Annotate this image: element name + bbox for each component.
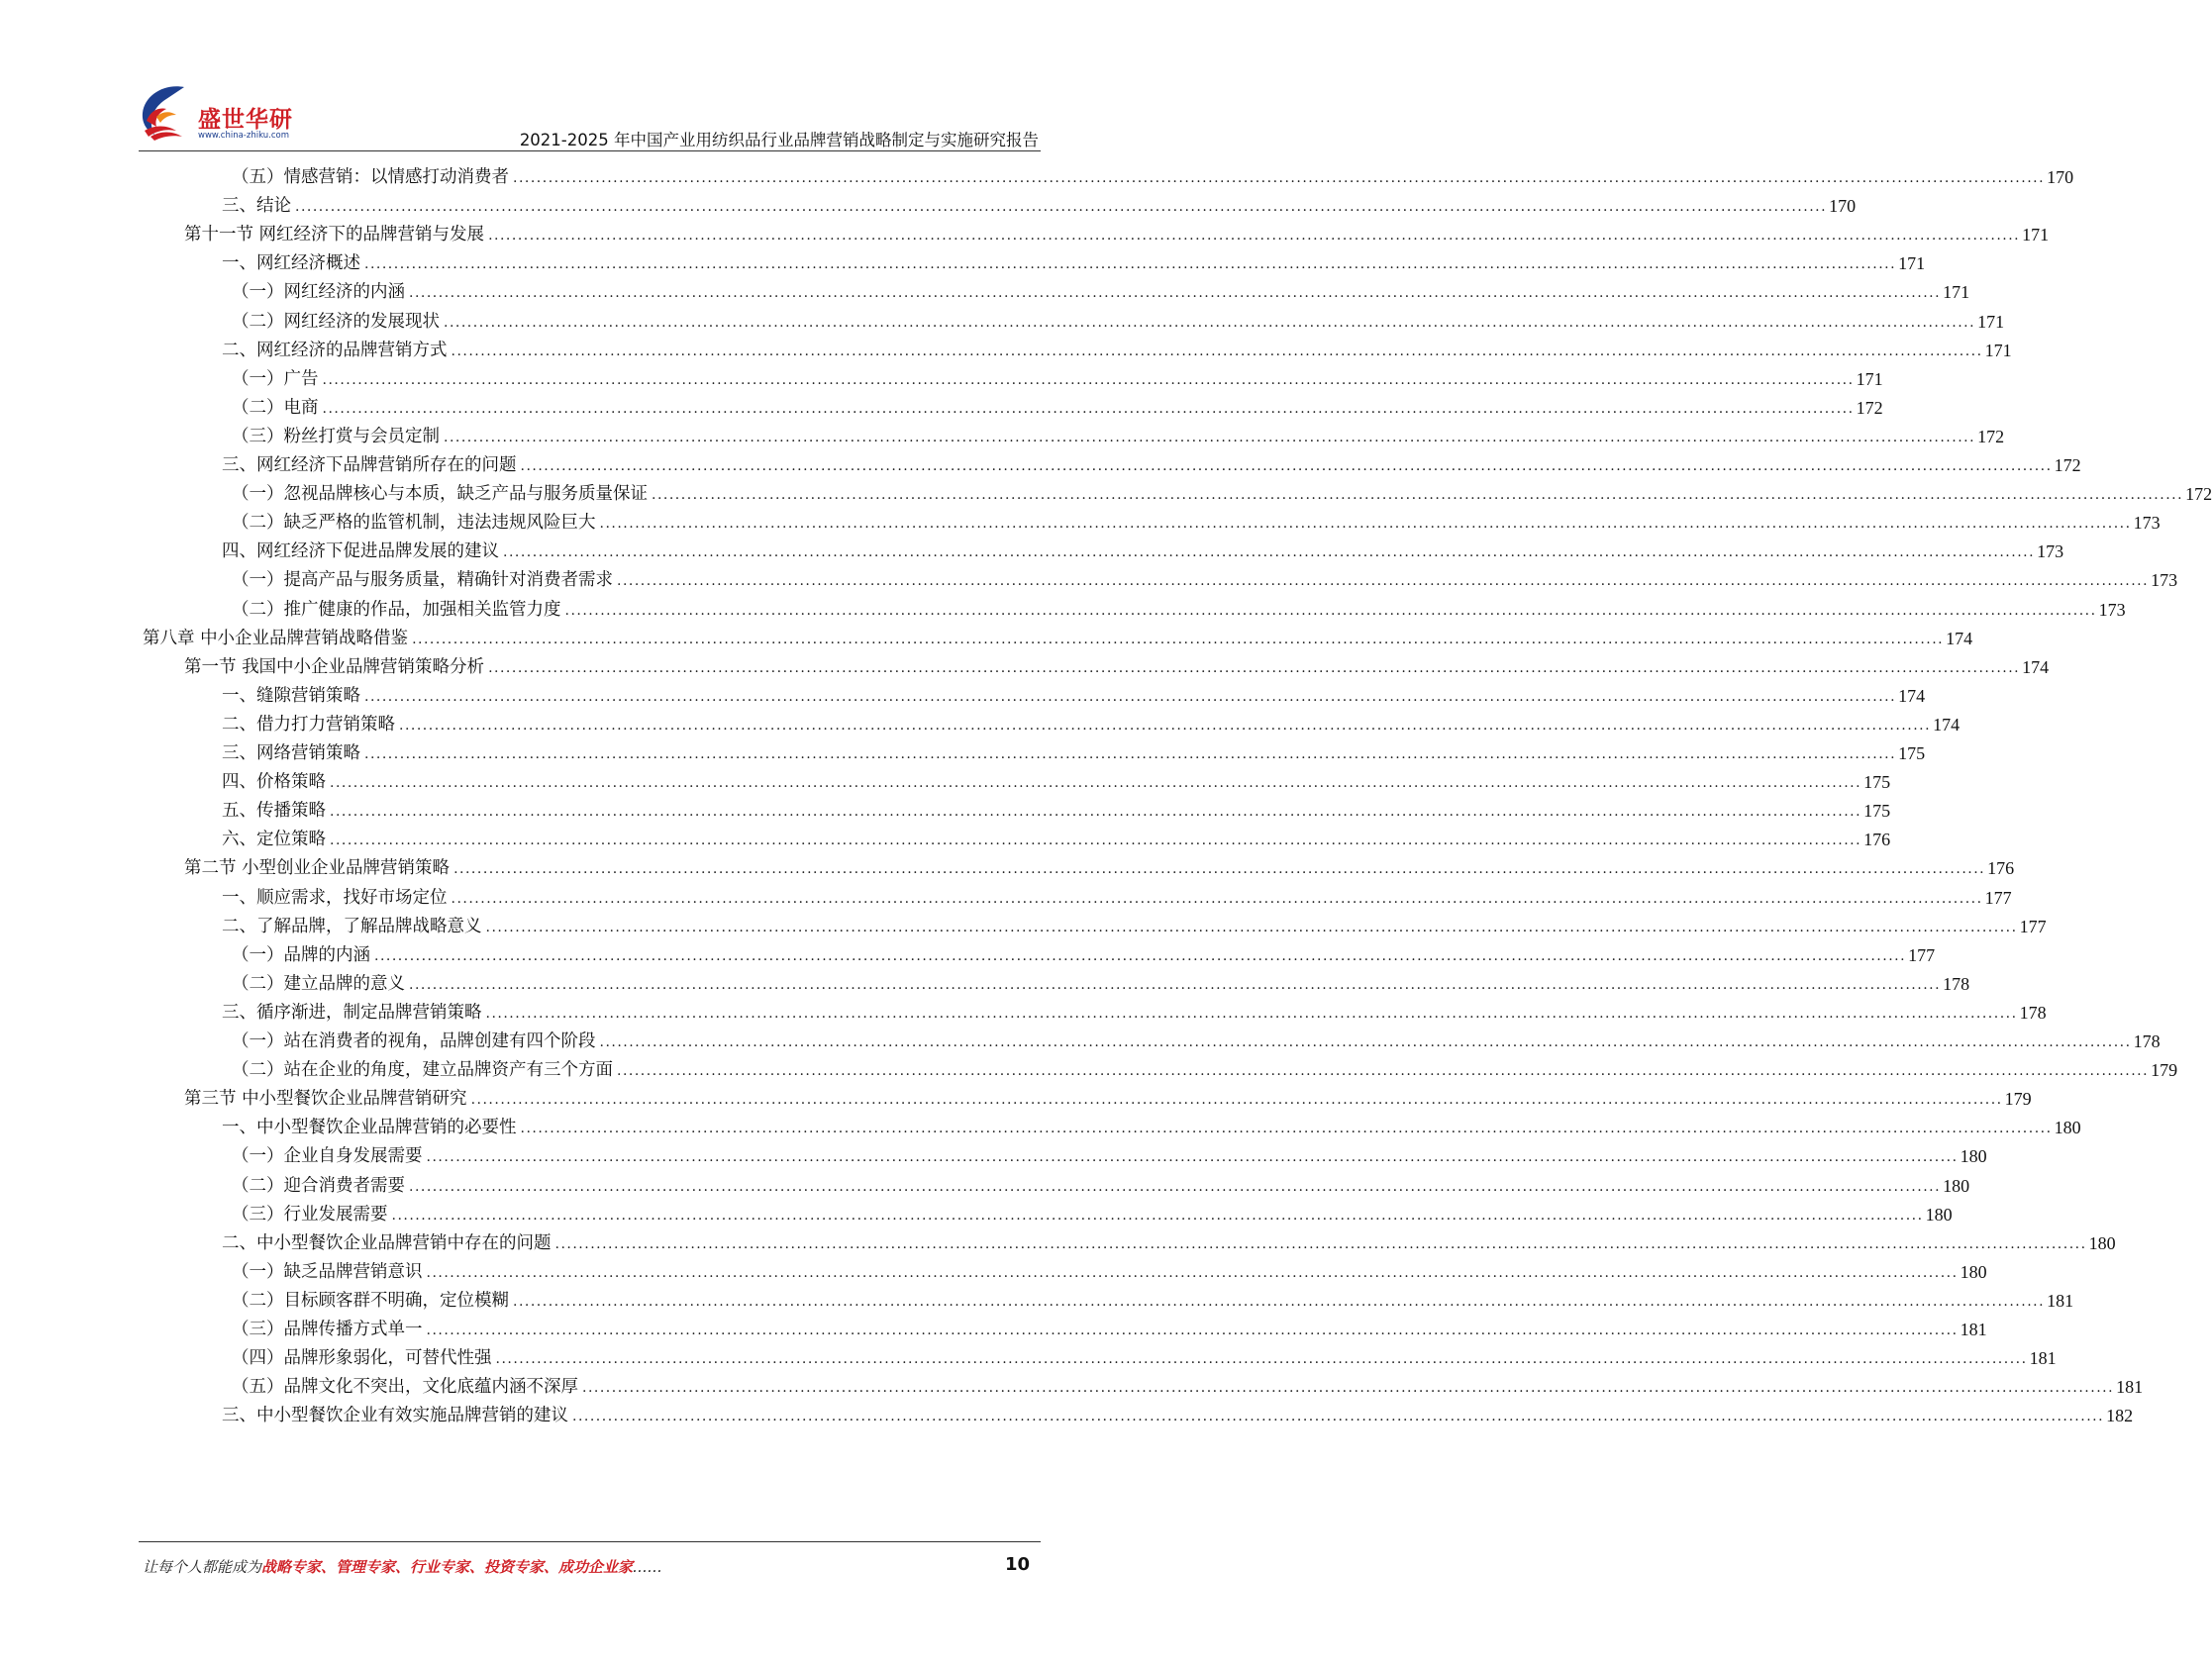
toc-dot-leader: .................................................................................................................................................................................................................................................................... [485, 919, 2018, 935]
toc-entry-title: 三、结论 [222, 196, 291, 217]
toc-entry[interactable] [232, 935, 1936, 966]
toc-dot-leader: .................................................................................................................................................................................................................................................................... [520, 1121, 2053, 1137]
toc-entry-title: 四、价格策略 [222, 772, 326, 793]
toc-entry[interactable] [222, 331, 2012, 361]
toc-entry-title: 第一节 我国中小企业品牌营销策略分析 [184, 656, 485, 677]
toc-entry-page: 180 [2054, 1118, 2081, 1138]
toc-entry[interactable] [232, 157, 2074, 188]
toc-entry[interactable] [222, 734, 1926, 764]
toc-entry-page: 172 [1977, 426, 2005, 446]
toc-entry[interactable] [232, 560, 2178, 591]
footer-slogan [143, 1556, 662, 1577]
toc-entry-page: 170 [1829, 196, 1857, 217]
toc-entry-title: 二、了解品牌，了解品牌战略意义 [222, 916, 482, 936]
toc-entry-page: 174 [1946, 628, 1973, 648]
toc-dot-leader: .................................................................................................................................................................................................................................................................... [564, 602, 2097, 619]
toc-entry-page: 176 [1863, 830, 1891, 850]
toc-entry[interactable] [232, 964, 1970, 995]
toc-entry-title: 一、缝隙营销策略 [222, 685, 360, 706]
toc-entry-title: 一、网红经济概述 [222, 253, 360, 274]
toc-entry[interactable] [232, 503, 2161, 534]
toc-entry[interactable] [232, 417, 2005, 447]
toc-entry-title: （二）站在企业的角度，建立品牌资产有三个方面 [232, 1060, 613, 1081]
toc-entry-title: （二）迎合消费者需要 [232, 1175, 405, 1196]
toc-entry-page: 172 [2054, 455, 2081, 475]
toc-entry-title: 三、循序渐进，制定品牌营销策略 [222, 1002, 482, 1023]
toc-entry-page: 172 [2185, 484, 2212, 505]
toc-dot-leader: .................................................................................................................................................................................................................................................................... [520, 458, 2053, 474]
toc-entry[interactable] [143, 619, 1973, 649]
toc-dot-leader: .................................................................................................................................................................................................................................................................... [470, 1092, 2003, 1109]
toc-entry[interactable] [232, 1310, 1987, 1340]
toc-entry[interactable] [222, 791, 1891, 822]
toc-dot-leader: .................................................................................................................................................................................................................................................................... [409, 1178, 1942, 1195]
toc-dot-leader: .................................................................................................................................................................................................................................................................... [599, 516, 2132, 533]
toc-entry-page: 177 [1908, 944, 1936, 965]
toc-entry-title: 第三节 中小型餐饮企业品牌营销研究 [184, 1089, 467, 1110]
toc-entry-page: 174 [1933, 714, 1961, 735]
toc-entry[interactable] [184, 1079, 2032, 1110]
toc-entry-page: 178 [1943, 973, 1970, 994]
toc-dot-leader: .................................................................................................................................................................................................................................................................... [330, 833, 1862, 849]
toc-entry[interactable] [222, 993, 2047, 1024]
toc-entry[interactable] [232, 1050, 2178, 1081]
toc-dot-leader: .................................................................................................................................................................................................................................................................... [409, 976, 1942, 993]
toc-entry-title: 三、网络营销策略 [222, 743, 360, 763]
toc-entry-page: 173 [2098, 599, 2126, 620]
toc-dot-leader: .................................................................................................................................................................................................................................................................... [513, 1293, 2046, 1310]
toc-dot-leader: .................................................................................................................................................................................................................................................................... [444, 429, 1976, 445]
toc-dot-leader: .................................................................................................................................................................................................................................................................... [451, 890, 1983, 907]
toc-entry-page: 170 [2047, 167, 2074, 187]
logo-name: 盛世华研 [198, 107, 293, 133]
toc-dot-leader: .................................................................................................................................................................................................................................................................... [409, 285, 1942, 302]
toc-entry-page: 181 [1960, 1320, 1987, 1339]
toc-dot-leader: .................................................................................................................................................................................................................................................................... [426, 1264, 1959, 1281]
toc-entry-title: （五）品牌文化不突出，文化底蕴内涵不深厚 [232, 1377, 578, 1398]
toc-entry[interactable] [222, 676, 1926, 707]
toc-entry[interactable] [222, 705, 1961, 735]
toc-entry-page: 173 [2133, 513, 2161, 534]
toc-entry[interactable] [222, 532, 2064, 562]
toc-entry-title: 三、网红经济下品牌营销所存在的问题 [222, 455, 517, 475]
toc-entry-page: 180 [1960, 1261, 1987, 1282]
slogan-suffix: …… [633, 1558, 663, 1576]
toc-entry-title: （一）忽视品牌核心与本质，缺乏产品与服务质量保证 [232, 484, 648, 505]
toc-entry-title: 二、网红经济的品牌营销方式 [222, 340, 448, 360]
toc-dot-leader: .................................................................................................................................................................................................................................................................... [364, 256, 1897, 273]
toc-dot-leader: .................................................................................................................................................................................................................................................................... [495, 1351, 2028, 1368]
toc-entry[interactable] [222, 445, 2081, 476]
toc-entry[interactable] [184, 215, 2050, 245]
toc-entry-title: （三）品牌传播方式单一 [232, 1320, 423, 1339]
toc-dot-leader: .................................................................................................................................................................................................................................................................... [444, 314, 1976, 331]
slogan-prefix: 让每个人都能成为 [143, 1558, 262, 1576]
logo-emblem-icon [137, 81, 198, 143]
toc-entry-title: 四、网红经济下促进品牌发展的建议 [222, 541, 499, 562]
toc-entry-page: 181 [2047, 1290, 2074, 1311]
toc-entry-page: 181 [2029, 1348, 2057, 1369]
toc-entry-page: 179 [2151, 1060, 2178, 1081]
toc-entry-page: 175 [1863, 801, 1891, 822]
toc-dot-leader: .................................................................................................................................................................................................................................................................... [399, 717, 1932, 734]
toc-entry-title: （二）网红经济的发展现状 [232, 311, 440, 332]
toc-entry-page: 174 [2022, 656, 2050, 677]
toc-dot-leader: .................................................................................................................................................................................................................................................................... [488, 659, 2021, 676]
toc-dot-leader: .................................................................................................................................................................................................................................................................... [426, 1149, 1959, 1166]
page-header [0, 0, 1179, 150]
toc-dot-leader: .................................................................................................................................................................................................................................................................... [295, 199, 1828, 216]
toc-entry-page: 179 [2004, 1089, 2032, 1110]
toc-entry-page: 180 [1960, 1146, 1987, 1167]
toc-entry-page: 180 [1943, 1175, 1970, 1196]
toc-entry-page: 178 [2133, 1031, 2161, 1051]
toc-entry-page: 182 [2106, 1406, 2134, 1426]
toc-entry[interactable] [232, 302, 2005, 333]
toc-dot-leader: .................................................................................................................................................................................................................................................................... [364, 746, 1897, 762]
toc-dot-leader: .................................................................................................................................................................................................................................................................... [451, 343, 1983, 359]
toc-entry-page: 180 [2088, 1232, 2116, 1253]
toc-entry-page: 176 [1987, 858, 2015, 879]
toc-entry-title: （二）目标顾客群不明确，定位模糊 [232, 1290, 509, 1311]
toc-dot-leader: .................................................................................................................................................................................................................................................................... [652, 487, 2184, 504]
toc-entry-page: 171 [1943, 282, 1970, 303]
toc-entry-page: 174 [1898, 685, 1926, 706]
toc-dot-leader: .................................................................................................................................................................................................................................................................... [513, 170, 2046, 186]
toc-entry-title: 三、中小型餐饮企业有效实施品牌营销的建议 [222, 1406, 568, 1426]
toc-entry-page: 178 [2019, 1002, 2047, 1023]
toc-entry[interactable] [222, 244, 1926, 274]
toc-entry[interactable] [222, 1224, 2116, 1254]
toc-entry-title: （一）站在消费者的视角，品牌创建有四个阶段 [232, 1031, 596, 1051]
toc-dot-leader: .................................................................................................................................................................................................................................................................... [322, 400, 1855, 417]
toc-entry-title: （一）广告 [232, 368, 319, 389]
toc-entry-title: （五）情感营销：以情感打动消费者 [232, 167, 509, 187]
toc-entry-page: 171 [1898, 253, 1926, 274]
toc-entry[interactable] [232, 388, 1883, 419]
toc-entry[interactable] [222, 820, 1891, 850]
toc-entry-title: （一）网红经济的内涵 [232, 282, 405, 303]
toc-dot-leader: .................................................................................................................................................................................................................................................................... [426, 1323, 1959, 1338]
toc-entry-title: 一、中小型餐饮企业品牌营销的必要性 [222, 1118, 517, 1138]
toc-entry[interactable] [232, 474, 2212, 505]
toc-entry-title: （二）缺乏严格的监管机制，违法违规风险巨大 [232, 513, 596, 534]
toc-entry-page: 172 [1856, 397, 1883, 418]
toc-entry-title: （一）缺乏品牌营销意识 [232, 1261, 423, 1282]
toc-entry-title: 第八章 中小企业品牌营销战略借鉴 [143, 628, 409, 648]
toc-entry-title: （三）粉丝打赏与会员定制 [232, 426, 440, 446]
toc-dot-leader: .................................................................................................................................................................................................................................................................... [374, 947, 1907, 964]
toc-entry-title: 第二节 小型创业企业品牌营销策略 [184, 858, 451, 879]
logo-url: www.china-zhiku.com [198, 131, 289, 141]
toc-entry-page: 175 [1863, 772, 1891, 793]
toc-entry[interactable] [232, 1367, 2144, 1398]
toc-dot-leader: .................................................................................................................................................................................................................................................................... [488, 228, 2021, 245]
toc-dot-leader: .................................................................................................................................................................................................................................................................... [485, 1005, 2018, 1022]
toc-entry-title: 第十一节 网红经济下的品牌营销与发展 [184, 225, 485, 245]
toc-dot-leader: .................................................................................................................................................................................................................................................................... [391, 1207, 1924, 1224]
toc-entry-title: （二）建立品牌的意义 [232, 973, 405, 994]
toc-entry[interactable] [222, 762, 1891, 793]
toc-entry-title: （三）行业发展需要 [232, 1204, 388, 1225]
toc-entry[interactable] [184, 848, 2015, 879]
toc-dot-leader: .................................................................................................................................................................................................................................................................... [330, 775, 1862, 792]
toc-entry-title: 二、中小型餐饮企业品牌营销中存在的问题 [222, 1232, 552, 1253]
header-divider [139, 150, 1041, 151]
toc-entry-page: 171 [1856, 368, 1883, 389]
toc-entry-page: 171 [1977, 311, 2005, 332]
toc-entry-title: 一、顺应需求，找好市场定位 [222, 887, 448, 908]
toc-entry-page: 171 [2022, 225, 2050, 245]
toc-entry[interactable] [232, 1022, 2161, 1052]
toc-dot-leader: .................................................................................................................................................................................................................................................................... [453, 861, 1986, 878]
toc-dot-leader: .................................................................................................................................................................................................................................................................... [330, 804, 1862, 821]
toc-entry[interactable] [232, 590, 2126, 621]
toc-entry-title: 二、借力打力营销策略 [222, 714, 395, 735]
toc-entry[interactable] [232, 1252, 1987, 1283]
toc-dot-leader: .................................................................................................................................................................................................................................................................... [503, 544, 2036, 561]
toc-dot-leader: .................................................................................................................................................................................................................................................................... [617, 573, 2150, 590]
toc-entry-page: 181 [2116, 1377, 2144, 1398]
toc-entry-page: 171 [1984, 340, 2012, 360]
toc-entry[interactable] [232, 1195, 1953, 1226]
toc-entry[interactable] [232, 1166, 1970, 1197]
toc-dot-leader: .................................................................................................................................................................................................................................................................... [582, 1380, 2115, 1397]
toc-dot-leader: .................................................................................................................................................................................................................................................................... [364, 688, 1897, 705]
toc-entry-page: 173 [2037, 541, 2064, 562]
toc-entry[interactable] [184, 647, 2050, 678]
footer-divider [139, 1541, 1041, 1542]
toc-entry-title: （二）推广健康的作品，加强相关监管力度 [232, 599, 561, 620]
toc-entry-page: 175 [1898, 743, 1926, 763]
toc-dot-leader: .................................................................................................................................................................................................................................................................... [599, 1034, 2132, 1050]
toc-entry-title: （四）品牌形象弱化，可替代性强 [232, 1348, 492, 1369]
toc-entry[interactable] [222, 1396, 2134, 1426]
toc-entry[interactable] [232, 1136, 1987, 1167]
toc-dot-leader: .................................................................................................................................................................................................................................................................... [322, 371, 1855, 388]
toc-entry[interactable] [222, 186, 1857, 217]
slogan-highlight: 战略专家、管理专家、行业专家、投资专家、成功企业家 [261, 1558, 634, 1576]
toc-entry-page: 177 [1984, 887, 2012, 908]
toc-dot-leader: .................................................................................................................................................................................................................................................................... [572, 1409, 2105, 1425]
report-title: 2021-2025 年中国产业用纺织品行业品牌营销战略制定与实施研究报告 [519, 131, 1039, 149]
toc-entry[interactable] [222, 1108, 2081, 1138]
toc-entry-title: 六、定位策略 [222, 830, 326, 850]
toc-entry-title: （一）企业自身发展需要 [232, 1146, 423, 1167]
toc-entry[interactable] [232, 359, 1883, 390]
toc-entry-title: （一）品牌的内涵 [232, 944, 370, 965]
toc-entry-title: （二）电商 [232, 397, 319, 418]
toc-entry[interactable] [232, 1281, 2074, 1312]
company-logo [137, 81, 315, 150]
toc-entry-page: 173 [2151, 570, 2178, 591]
toc-dot-leader: .................................................................................................................................................................................................................................................................... [412, 631, 1945, 647]
toc-entry-title: 五、传播策略 [222, 801, 326, 822]
toc-dot-leader: .................................................................................................................................................................................................................................................................... [617, 1063, 2150, 1080]
toc-entry-title: （一）提高产品与服务质量，精确针对消费者需求 [232, 570, 613, 591]
toc-entry[interactable] [222, 878, 2012, 909]
toc-dot-leader: .................................................................................................................................................................................................................................................................... [554, 1235, 2087, 1252]
toc-entry-page: 180 [1925, 1204, 1953, 1225]
toc-entry[interactable] [232, 272, 1970, 303]
toc-entry[interactable] [222, 907, 2047, 937]
toc-entry-page: 177 [2019, 916, 2047, 936]
page-number: 10 [1004, 1554, 1030, 1575]
toc-entry[interactable] [232, 1338, 2057, 1369]
